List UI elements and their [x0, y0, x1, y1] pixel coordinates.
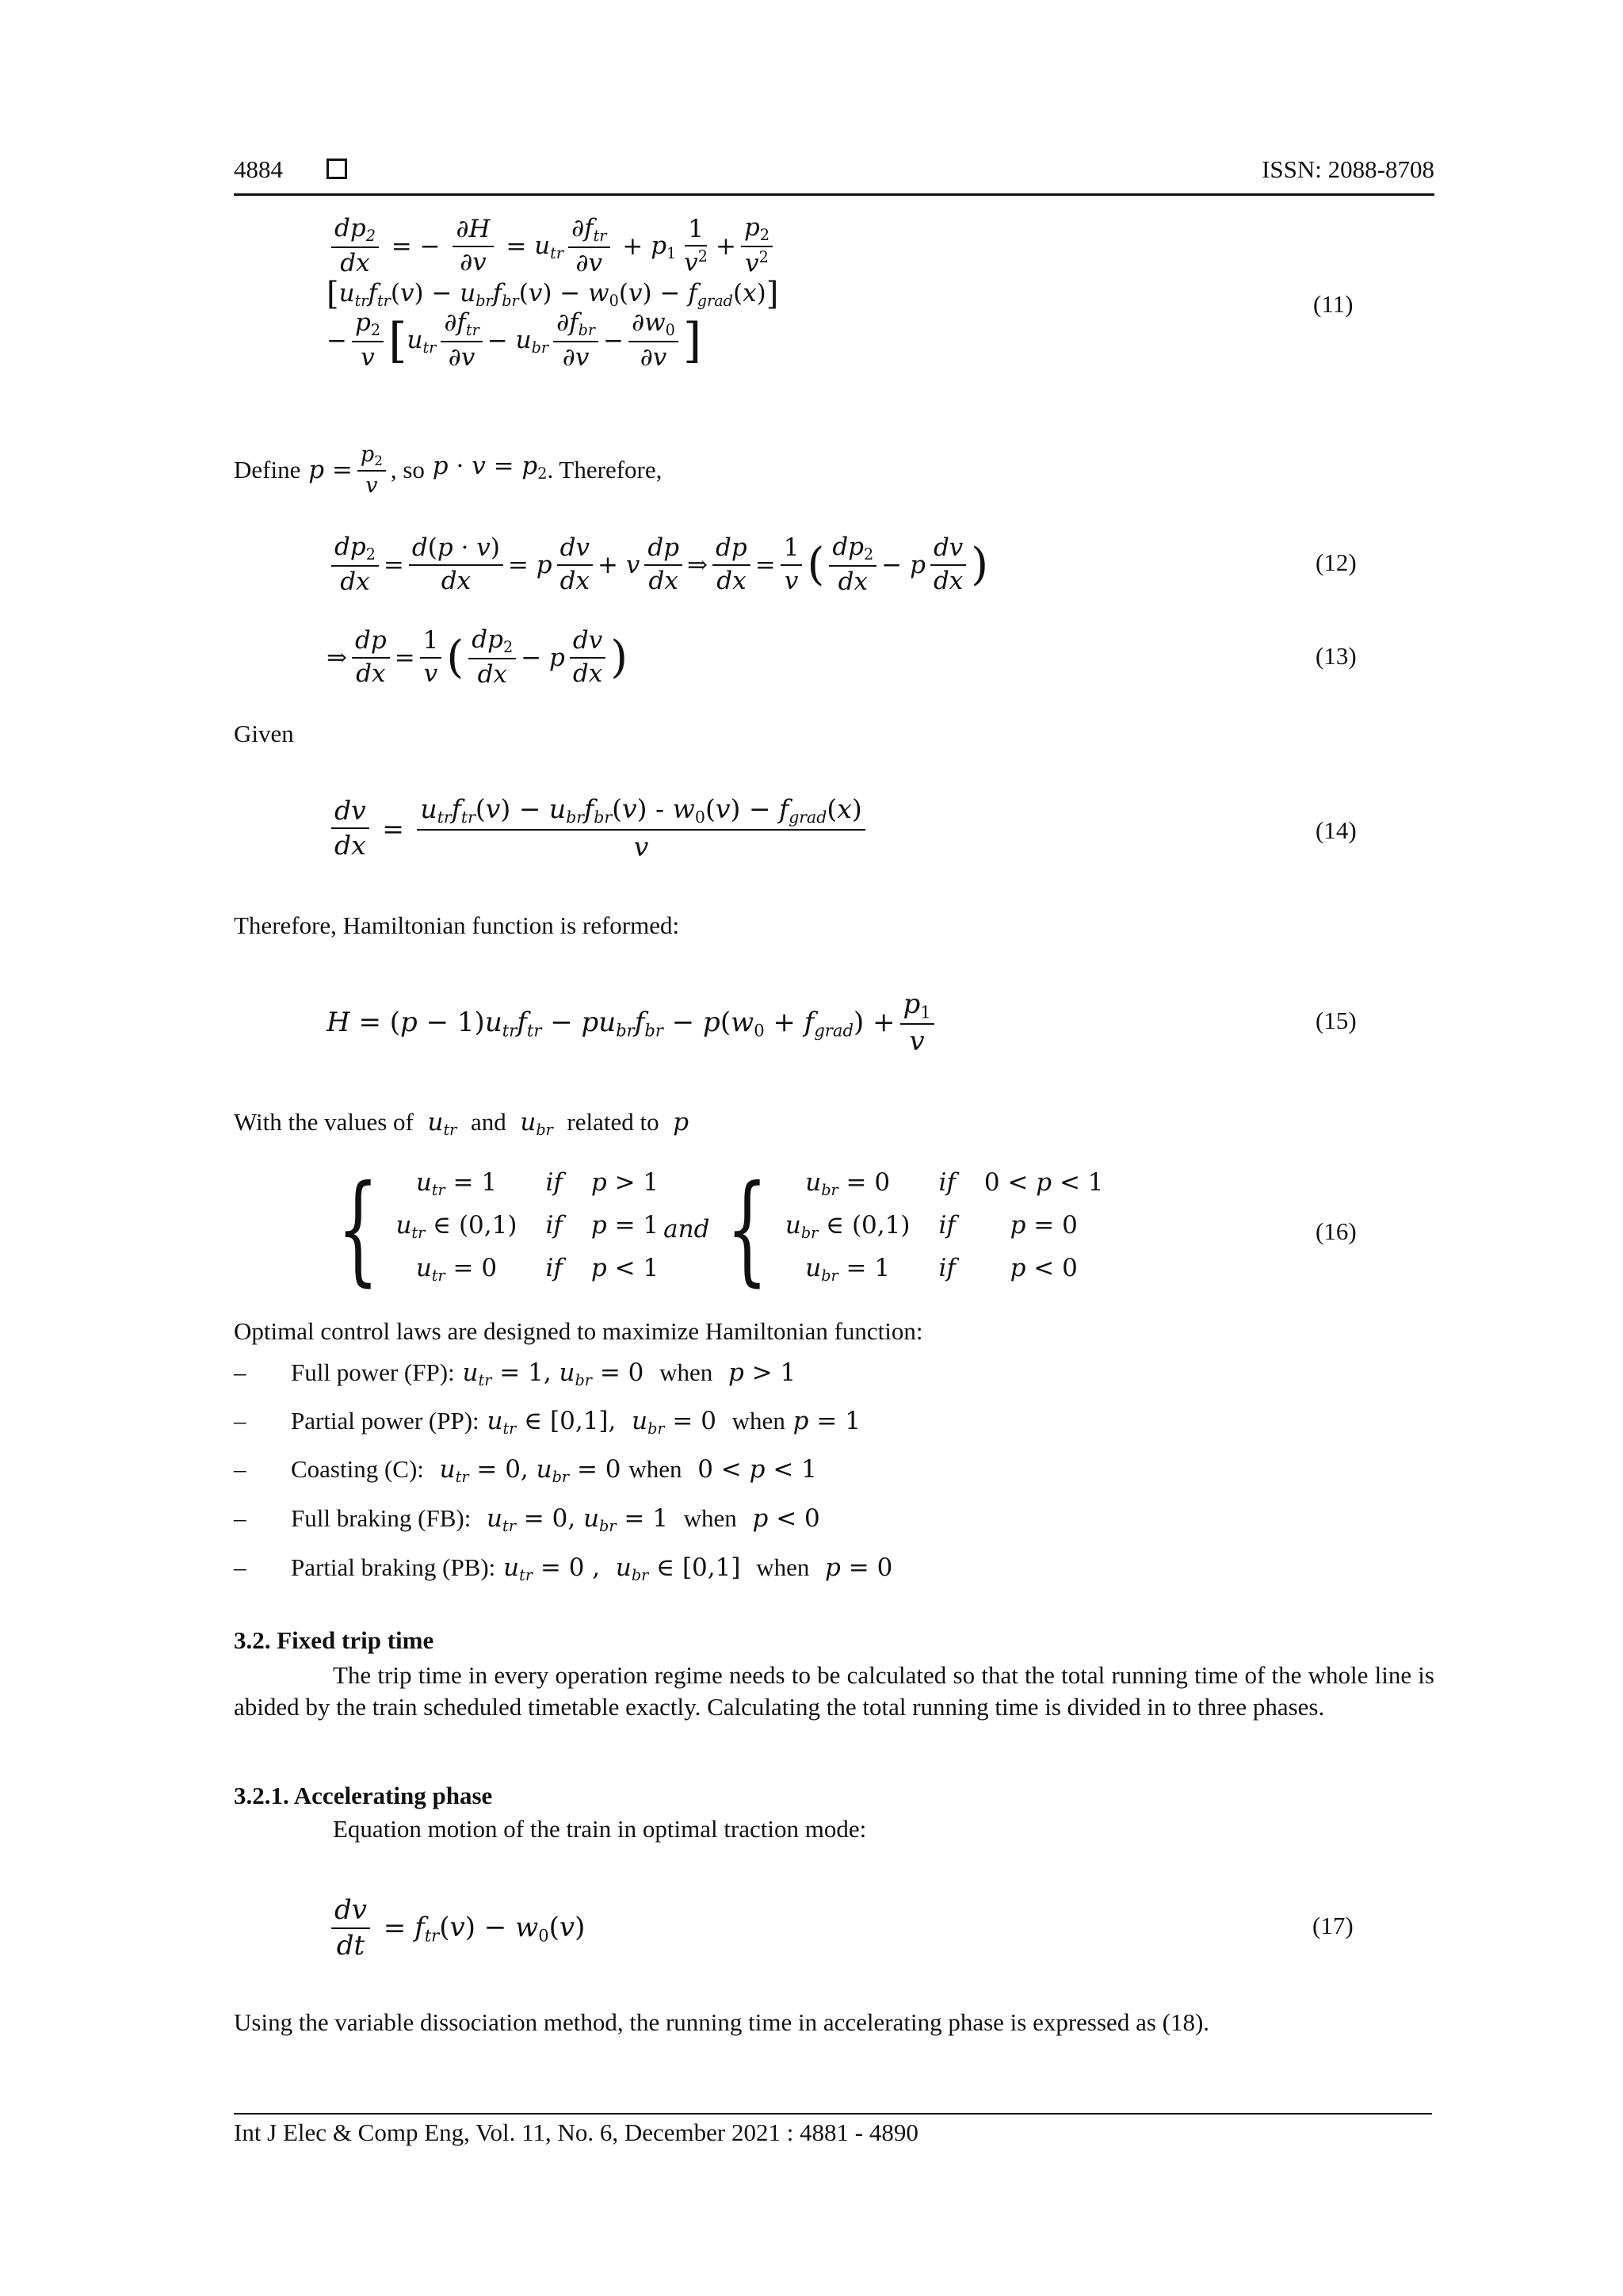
- optimal-laws-text: Optimal control laws are designed to maximize Hamiltonian function:: [234, 1317, 923, 1345]
- section-heading-3-2: 3.2. Fixed trip time: [234, 1626, 434, 1654]
- equation-number-14: (14): [1316, 816, 1357, 844]
- section-body-3-2-1: Equation motion of the train in optimal traction mode:: [333, 1815, 867, 1843]
- equation-17: $\frac{dv}{dt}$ = $f_{tr}(v) - w_0(v)$: [327, 1885, 585, 1972]
- equation-14: $\frac{dv}{dx}$ = $\frac{u_{tr}f_{tr}(v) - u_{br}f_{br}(v) - w_0(v) - f_{grad}(x)}{v}$: [327, 785, 870, 872]
- footer-citation: Int J Elec & Comp Eng, Vol. 11, No. 6, December 2021 : 4881 - 4890: [234, 2118, 918, 2146]
- equation-number-17: (17): [1312, 1912, 1354, 1939]
- equation-12: $\frac{dp_2}{dx}$ = $\frac{d(p \cdot v)}{dx}$ = p $\frac{dv}{dx}$ + v $\frac{dp}{dx}$ ⇒ $\frac{dp}{dx}$ = $\frac{1}{v}$ ( $\frac{dp_2}{dx}$ − p $\frac{dv}{dx}$ ): [327, 529, 988, 601]
- closing-text: Using the variable dissociation method, the running time in accelerating phase is expressed as (18).: [234, 2008, 1210, 2036]
- issn: ISSN: 2088-8708: [1262, 155, 1434, 183]
- list-item: – Coasting (C): $u_{tr} = 0$, $u_{br} = 0$ when 0 < p < 1: [234, 1455, 817, 1486]
- section-body-3-2: The trip time in every operation regime needs to be calculated so that the total running time of the whole line is abided by the train scheduled timetable exactly. Calculating the total running time is divided in to three phases.: [234, 1661, 1434, 1721]
- if-word: if: [938, 1253, 956, 1282]
- equation-number-16: (16): [1316, 1217, 1357, 1245]
- define-prefix: Define: [234, 456, 301, 484]
- equation-16: { $u_{tr} = 1$ if p > 1 $u_{tr}$ ∈ (0,1) if p = 1 $u_{tr} = 0$ if p < 1 and { $u_{br} = 0$ if 0 < p < 1 $u_{br}$ ∈ (0,1) if p = 0 $u_{br} = 1$ if p < 0: [337, 1160, 1104, 1298]
- list-item: – Partial power (PP): $u_{tr}$ ∈ [0,1], $u_{br} = 0$ when p = 1: [234, 1407, 861, 1438]
- if-word: if: [938, 1211, 956, 1240]
- page-number: 4884: [234, 155, 283, 183]
- equation-15: $H = (p - 1)u_{tr}f_{tr} - pu_{br}f_{br} - p(w_0 + f_{grad})$ + $\frac{p_1}{v}$: [327, 980, 939, 1067]
- define-line: Define p = $\frac{p_2}{v}$ , so $p \cdot v = p_2$ . Therefore,: [234, 442, 663, 499]
- given-text: Given: [234, 720, 294, 747]
- hamiltonian-reformed-text: Therefore, Hamiltonian function is reformed:: [234, 911, 680, 939]
- equation-number-11: (11): [1313, 290, 1354, 318]
- and-word: and: [663, 1215, 710, 1244]
- equation-number-15: (15): [1316, 1007, 1357, 1034]
- values-prefix: With the values of: [234, 1108, 414, 1136]
- equation-number-13: (13): [1316, 642, 1357, 670]
- list-item: – Full braking (FB): $u_{tr} = 0$, $u_{br} = 1$ when p < 0: [234, 1504, 820, 1535]
- section-heading-3-2-1: 3.2.1. Accelerating phase: [234, 1782, 493, 1809]
- list-item: – Partial braking (PB): $u_{tr} = 0$ , $u_{br}$ ∈ [0,1] when p = 0: [234, 1553, 893, 1584]
- values-and: and: [470, 1108, 506, 1136]
- values-suffix: related to: [567, 1108, 659, 1136]
- page-header: [234, 152, 1434, 192]
- square-icon: [327, 159, 347, 179]
- list-item: – Full power (FP): $u_{tr} = 1$, $u_{br} = 0$ when p > 1: [234, 1358, 796, 1389]
- define-suffix: . Therefore,: [547, 456, 663, 484]
- header-rule: [234, 193, 1434, 196]
- if-word: if: [938, 1168, 956, 1198]
- if-word: if: [545, 1253, 563, 1282]
- if-word: if: [545, 1168, 563, 1198]
- values-line: With the values of $u_{tr}$ and $u_{br}$ related to p: [234, 1108, 689, 1139]
- if-word: if: [545, 1211, 563, 1240]
- footer-rule: [234, 2113, 1432, 2115]
- equation-11: $\frac{dp_2}{dx}$ = − $\frac{\partial H}{\partial v}$ = $u_{tr}$ $\frac{\partial f_{tr}}{\partial v}$ + $p_1$ $\frac{1}{v^2}$ + $\frac{p_2}{v^2}$ [ $u_{tr}f_{tr}(v) - u_{br}f_{br}(v) - w_0(v) - f_{grad}(x)$ ] − $\frac{p_2}{v}$ [ $u_{tr}$ $\frac{\partial f_{tr}}{\partial v}$ − $u_{br}$ $\frac{\partial f_{br}}{\partial v}$ − $\frac{\partial w_0}{\partial v}$ ]: [327, 213, 779, 372]
- equation-number-12: (12): [1316, 548, 1357, 576]
- equation-13: ⇒ $\frac{dp}{dx}$ = $\frac{1}{v}$ ( $\frac{dp_2}{dx}$ − p $\frac{dv}{dx}$ ): [327, 625, 628, 690]
- define-mid: , so: [390, 456, 425, 484]
